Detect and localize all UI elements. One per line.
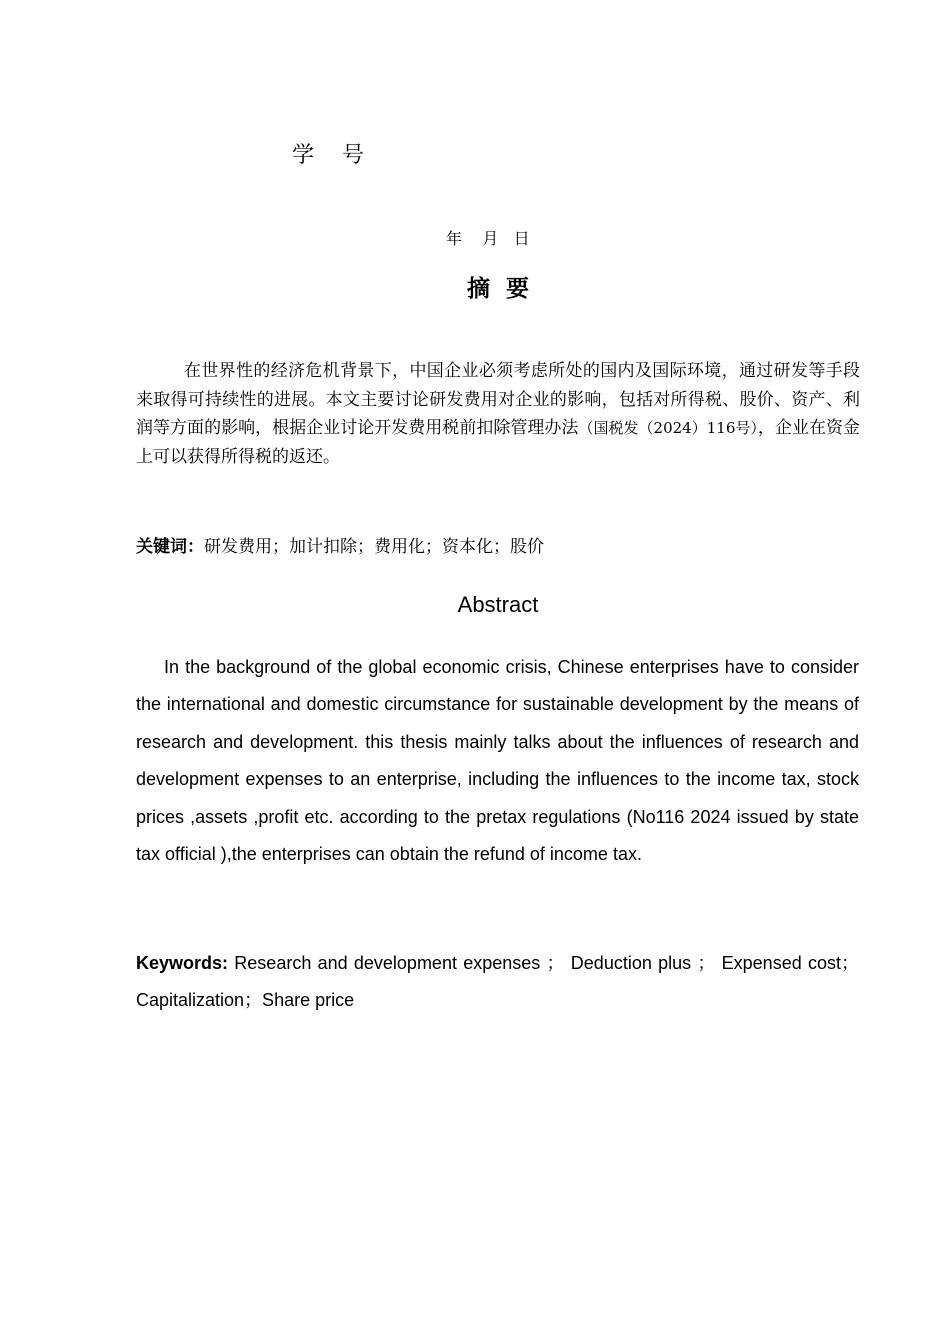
chinese-keywords-list: 研发费用；加计扣除；费用化；资本化；股价 <box>204 537 544 557</box>
english-abstract-title: Abstract <box>457 592 539 617</box>
chinese-abstract-body-reference: （国税发（2024）116号） <box>578 419 758 437</box>
date-line: 年 月 日 <box>446 229 530 248</box>
chinese-abstract-body <box>136 357 860 471</box>
student-id-label: 学 号 <box>292 143 364 168</box>
chinese-abstract-body-main: 在世界性的经济危机背景下，中国企业必须考虑所处的国内及国际环境，通过研发等手段来取得可持续性的进展。本文主要讨论研发费用对企业的影响，包括对所得税、股价、资产、利润等方面的影响，根据企业讨论开发费用税前扣除管理办法 <box>136 361 860 438</box>
english-keywords-list: Research and development expenses ； Deduction plus ； Expensed cost；Capitalization；Share price <box>136 953 859 1011</box>
english-keywords <box>136 945 859 1020</box>
english-keywords-label: Keywords: <box>136 953 229 973</box>
chinese-keywords-label: 关键词： <box>136 537 204 557</box>
chinese-keywords <box>136 532 544 557</box>
chinese-abstract-body-end: ，企业在资金上可以获得所得税的返还。 <box>136 418 861 467</box>
chinese-abstract-title: 摘 要 <box>466 276 529 302</box>
english-abstract-body: In the background of the global economic crisis, Chinese enterprises have to consider the international and domestic circumstance for sustainable development by the means of research and development. this thesis mainly talks about the influences of research and development expenses to an enterprise, including the influences to the income tax, stock prices ,assets ,profit etc. according to the pretax regulations (No116 2024 issued by state tax official ),the enterprises can obtain the refund of income tax. <box>136 657 859 865</box>
